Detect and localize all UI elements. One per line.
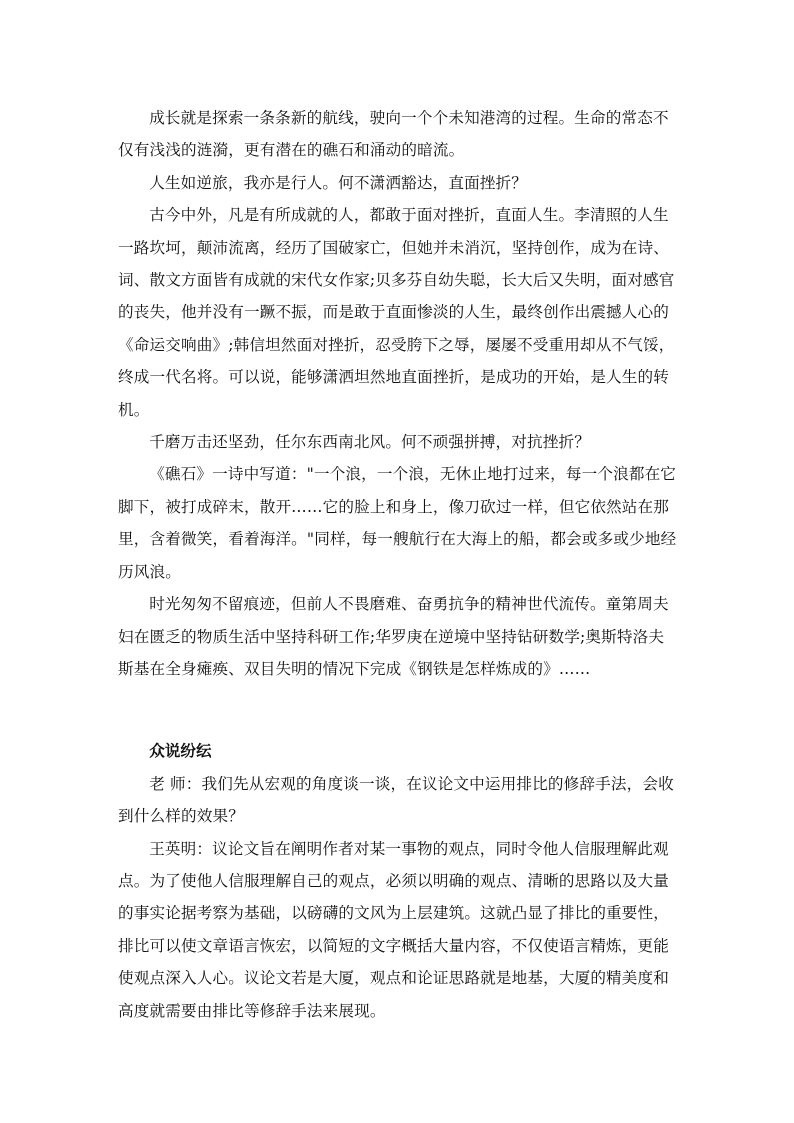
discussion-paragraph-teacher: 老 师：我们先从宏观的角度谈一谈，在议论文中运用排比的修辞手法，会收到什么样的效果？ xyxy=(118,774,674,826)
discussion-section xyxy=(118,735,678,1027)
essay-paragraph-1: 成长就是探索一条条新的航线，驶向一个个未知港湾的过程。生命的常态不仅有浅浅的涟漪，更有潜在的礁石和涌动的暗流。 xyxy=(118,109,669,160)
essay-paragraph-5: 《礁石》一诗中写道："一个浪，一个浪，无休止地打过来，每一个浪都在它脚下，被打成碎末，散开……它的脸上和身上，像刀砍过一样，但它依然站在那里，含着微笑，看着海洋。"同样，每一艘航行在大海上的船，都会或多或少地经历风浪。 xyxy=(118,465,677,581)
document-page xyxy=(118,102,678,1027)
essay-paragraph-3: 古今中外，凡是有所成就的人，都敢于面对挫折，直面人生。李清照的人生一路坎坷，颠沛流离，经历了国破家亡，但她并未消沉，坚持创作，成为在诗、词、散文方面皆有成就的宋代女作家;贝多芬自幼失聪，长大后又失明，面对感官的丧失，他并没有一蹶不振，而是敢于直面惨淡的人生，最终创作出震撼人心的《命运交响曲》;韩信坦然面对挫折，忍受胯下之辱，屡屡不受重用却从不气馁，终成一代名将。可以说，能够潇洒坦然地直面挫折，是成功的开始，是人生的转机。 xyxy=(118,206,675,419)
essay-paragraph-2: 人生如逆旅，我亦是行人。何不潇洒豁达，直面挫折？ xyxy=(149,173,528,192)
essay-section xyxy=(118,102,678,685)
section-heading: 众说纷纭 xyxy=(149,741,212,761)
discussion-paragraph-wang-yingming: 王英明：议论文旨在阐明作者对某一事物的观点，同时令他人信服理解此观点。为了使他人信服理解自己的观点，必须以明确的观点、清晰的思路以及大量的事实论据考察为基础，以磅礴的文风为上层建筑。这就凸显了排比的重要性，排比可以使文章语言恢宏，以简短的文字概括大量内容，不仅使语言精炼，更能使观点深入人心。议论文若是大厦，观点和论证思路就是地基，大厦的精美度和高度就需要由排比等修辞手法来展现。 xyxy=(118,839,670,1020)
essay-paragraph-6: 时光匆匆不留痕迹，但前人不畏磨难、奋勇抗争的精神世代流传。童第周夫妇在匮乏的物质生活中坚持科研工作;华罗庚在逆境中坚持钻研数学;奥斯特洛夫斯基在全身瘫痪、双目失明的情况下完成《钢铁是怎样炼成的》…… xyxy=(118,595,669,678)
essay-paragraph-4: 千磨万击还坚劲，任尔东西南北风。何不顽强拼搏，对抗挫折？ xyxy=(149,433,591,452)
